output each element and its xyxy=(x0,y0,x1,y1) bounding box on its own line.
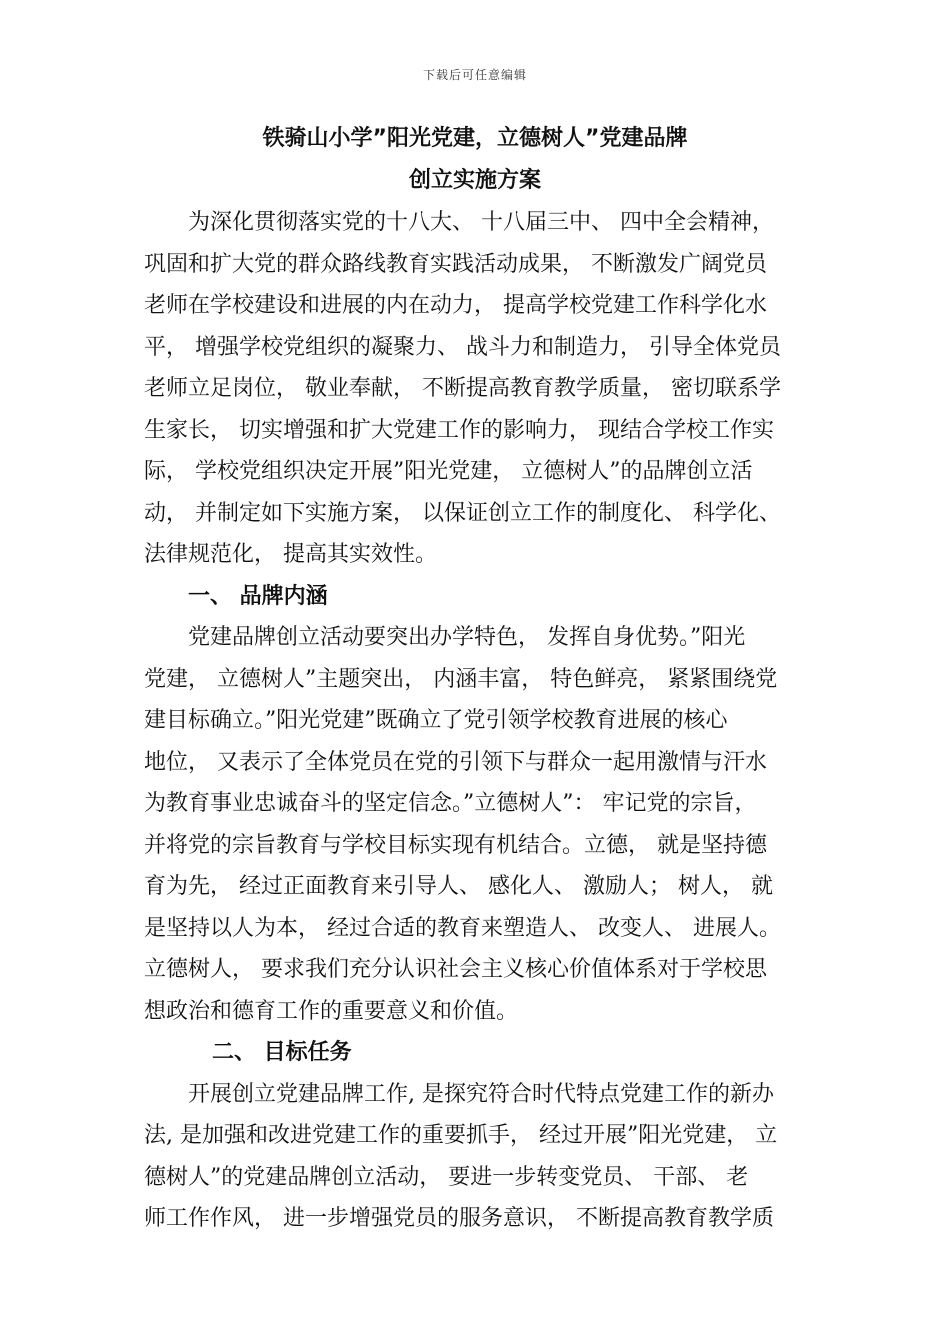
paragraph-line: 开展创立党建品牌工作, 是探究符合时代特点党建工作的新办 xyxy=(188,1081,774,1107)
paragraph-line: 地位， 又表示了全体党员在党的引领下与群众一起用激情与汗水 xyxy=(144,749,767,775)
paragraph-line: 老师立足岗位， 敬业奉献， 不断提高教育教学质量， 密切联系学 xyxy=(144,376,781,401)
paragraph-line: 想政治和德育工作的重要意义和价值。 xyxy=(144,998,519,1024)
paragraph-line: 师工作作风， 进一步增强党员的服务意识， 不断提高教育教学质 xyxy=(144,1206,774,1231)
paragraph-line: 为教育事业忠诚奋斗的坚定信念。”立德树人”： 牢记党的宗旨， xyxy=(144,791,757,816)
paragraph-line: 并将党的宗旨教育与学校目标实现有机结合。立德， 就是坚持德 xyxy=(144,832,767,858)
paragraph-line: 平， 增强学校党组织的凝聚力、 战斗力和制造力， 引导全体党员 xyxy=(144,334,781,360)
paragraph-line: 生家长， 切实增强和扩大党建工作的影响力， 现结合学校工作实 xyxy=(144,417,774,443)
paragraph-line: 立德树人， 要求我们充分认识社会主义核心价值体系对于学校思 xyxy=(144,957,767,982)
paragraph-line: 建目标确立。”阳光党建”既确立了党引领学校教育进展的核心 xyxy=(144,708,728,733)
paragraph-line: 老师在学校建设和进展的内在动力， 提高学校党建工作科学化水 xyxy=(144,293,767,318)
paragraph-line: 德树人”的党建品牌创立活动， 要进一步转变党员、 干部、 老 xyxy=(144,1164,749,1190)
document-body xyxy=(144,202,824,1240)
document-title-line-2: 创立实施方案 xyxy=(408,168,541,193)
header-note: 下载后可任意编辑 xyxy=(422,68,527,82)
paragraph-line: 巩固和扩大党的群众路线教育实践活动成果， 不断激发广阔党员 xyxy=(144,251,767,277)
paragraph-line: 党建， 立德树人”主题突出， 内涵丰富， 特色鲜亮， 紧紧围绕党 xyxy=(144,666,778,692)
paragraph-line: 是坚持以人为本， 经过合适的教育来塑造人、 改变人、 进展人。 xyxy=(144,915,781,941)
paragraph-line: 动， 并制定如下实施方案， 以保证创立工作的制度化、 科学化、 xyxy=(144,500,781,526)
paragraph-line: 为深化贯彻落实党的十八大、 十八届三中、 四中全会精神， xyxy=(188,210,774,235)
paragraph-line: 育为先， 经过正面教育来引导人、 感化人、 激励人； 树人， 就 xyxy=(144,874,773,899)
paragraph-line: 法, 是加强和改进党建工作的重要抓手， 经过开展”阳光党建， 立 xyxy=(144,1123,778,1148)
paragraph-line: 际， 学校党组织决定开展”阳光党建， 立德树人”的品牌创立活 xyxy=(144,459,753,484)
section-heading-goals-tasks: 二、 目标任务 xyxy=(212,1040,352,1065)
document-title-line-1: 铁骑山小学”阳光党建，立德树人”党建品牌 xyxy=(262,126,688,151)
section-heading-brand-connotation: 一、 品牌内涵 xyxy=(188,583,328,609)
paragraph-line: 党建品牌创立活动要突出办学特色， 发挥自身优势。”阳光 xyxy=(188,625,746,650)
paragraph-line: 法律规范化， 提高其实效性。 xyxy=(144,542,437,567)
